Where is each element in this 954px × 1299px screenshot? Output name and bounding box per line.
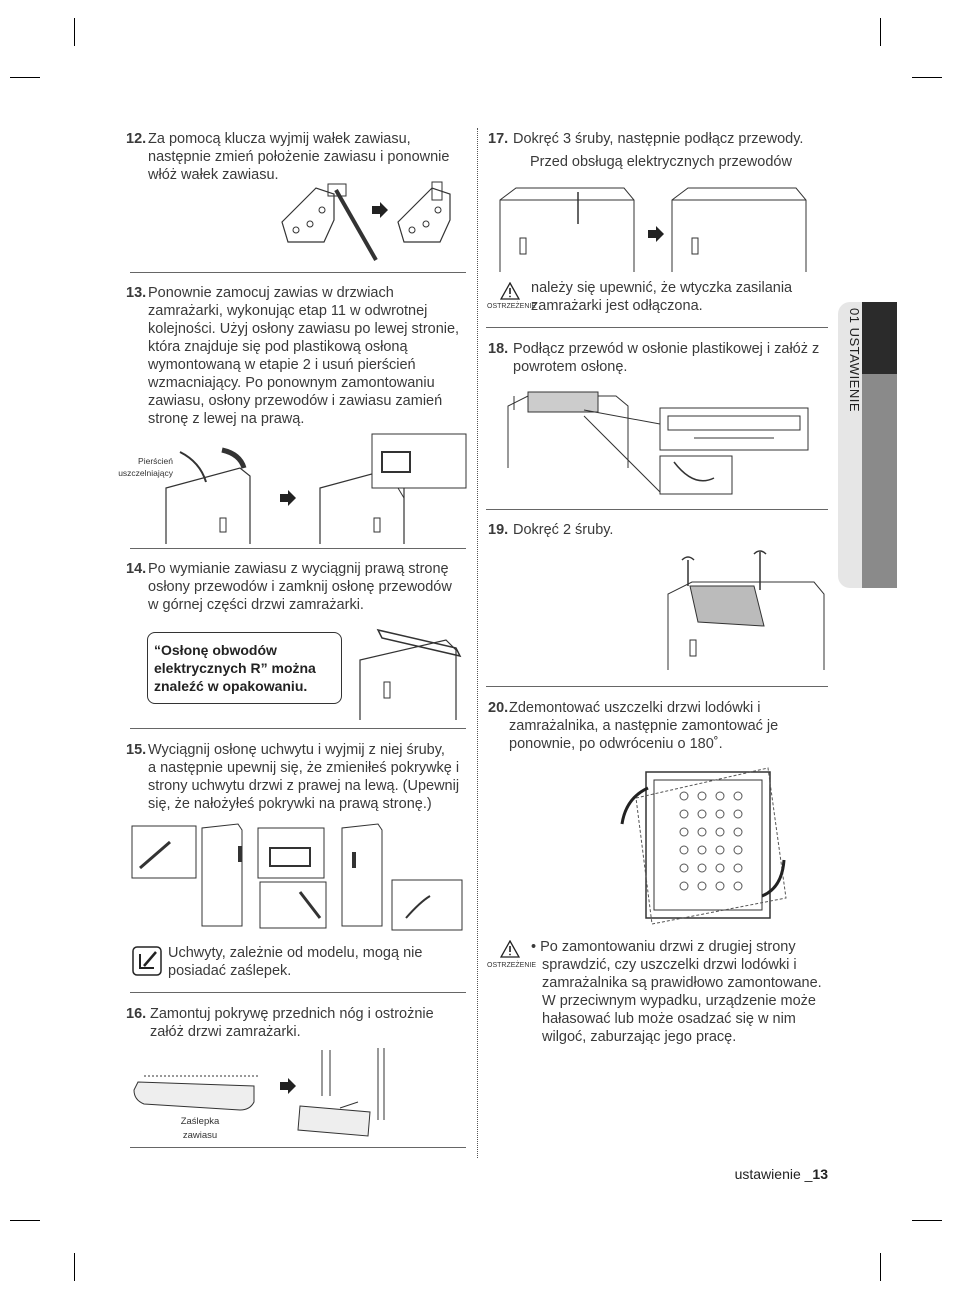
side-tab-label: 01 USTAWIENIE: [847, 308, 862, 413]
crop-mark: [880, 18, 881, 46]
separator: [130, 272, 466, 273]
step-17-caution: należy się upewnić, że wtyczka zasilania zamrażarki jest odłączona.: [531, 280, 793, 314]
separator: [130, 548, 466, 549]
separator: [486, 509, 828, 510]
step-16-text: Zamontuj pokrywę przednich nóg i ostrożnie załóż drzwi zamrażarki.: [150, 1006, 434, 1040]
step-20-text: Zdemontować uszczelki drzwi lodówki i zamrażalnika, a następnie zamontować je ponownie, po odwróceniu o 180˚.: [509, 700, 779, 752]
page-footer: [700, 1166, 828, 1182]
step-14-illustration: [356, 620, 468, 720]
caution-icon: [500, 940, 520, 958]
step-18-illustration: [504, 388, 810, 498]
step-19-number: 19.: [488, 522, 509, 538]
step-16-number: 16.: [126, 1006, 147, 1022]
step-12-text: Za pomocą klucza wyjmij wałek zawiasu, następnie zmień położenie zawiasu i ponownie włóż wałek zawiasu.: [148, 131, 450, 183]
step-14-text: Po wymianie zawiasu z wyciągnij prawą stronę osłony przewodów i zamknij osłonę przewodów w górnej części drzwi zamrażarki.: [148, 561, 452, 613]
crop-mark: [912, 1220, 942, 1221]
step-13-number: 13.: [126, 285, 147, 301]
caution-label: OSTRZEŻENIE: [487, 962, 537, 969]
side-tab-dark: [862, 302, 897, 374]
note-icon: [132, 946, 162, 976]
crop-mark: [74, 1253, 75, 1281]
step-13-illustration: [160, 432, 470, 544]
step-15-illustration: [130, 822, 466, 932]
step-20-illustration: [618, 764, 790, 928]
separator: [130, 728, 466, 729]
step-14-callout: “Osłonę obwodów elektrycznych R” można znaleźć w opakowaniu.: [147, 632, 342, 704]
step-18-text: Podłącz przewód w osłonie plastikowej i załóż z powrotem osłonę.: [513, 341, 820, 375]
separator: [486, 327, 828, 328]
crop-mark: [880, 1253, 881, 1281]
step-16-label: Zaślepka zawiasu: [180, 1116, 220, 1141]
step-20-number: 20.: [488, 700, 509, 716]
crop-mark: [10, 1220, 40, 1221]
step-12-illustration: [276, 180, 466, 265]
step-14-number: 14.: [126, 561, 147, 577]
page-number: 13: [812, 1166, 828, 1182]
step-15-number: 15.: [126, 742, 147, 758]
side-tab-grey: [862, 374, 897, 588]
crop-mark: [74, 18, 75, 46]
step-17-text: Dokręć 3 śruby, następnie podłącz przewody.: [513, 131, 804, 147]
step-20-caution: • Po zamontowaniu drzwi z drugiej strony sprawdzić, czy uszczelki drzwi lodówki i zamrażalnika są prawidłowo zamontowane. W przeciwnym wypadku, urządzenie może hałasować lub może osadzać się w nim wilgoć, zaburzając jego pracę.: [531, 939, 822, 1045]
separator: [130, 992, 466, 993]
step-15-text: Wyciągnij osłonę uchwytu i wyjmij z niej śruby, a następnie upewnij się, że zmieniłeś pokrywkę i strony uchwytu drzwi z prawej na lewą. (Upewnij się, że nałożyłeś pokrywki na prawą stronę.): [148, 742, 460, 812]
caution-icon: [500, 282, 520, 300]
crop-mark: [10, 77, 40, 78]
step-19-illustration: [664, 546, 828, 672]
step-17-number: 17.: [488, 131, 509, 147]
column-divider: [477, 128, 478, 1158]
caution-label: OSTRZEŻENIE: [487, 303, 537, 310]
step-12-number: 12.: [126, 131, 147, 147]
crop-mark: [912, 77, 942, 78]
step-15-note: Uchwyty, zależnie od modelu, mogą nie posiadać zaślepek.: [168, 945, 423, 979]
step-18-number: 18.: [488, 341, 509, 357]
step-17-illustration: [496, 176, 808, 272]
separator: [130, 1147, 466, 1148]
step-13-text: Ponownie zamocuj zawias w drzwiach zamrażarki, wykonując etap 11 w odwrotnej kolejności. Użyj osłony zawiasu po lewej stronie, która znajduje się pod plastikową osłoną wymontowaną w etapie 2 i usuń pierścień wzmacniający. Po ponownym zamontowaniu zawiasu, osłony przewodów i zawiasu zamień stronę z lewej na prawą.: [148, 285, 460, 427]
step-19-text: Dokręć 2 śruby.: [513, 522, 614, 538]
separator: [486, 686, 828, 687]
step-13-label: Pierścień uszczelniający: [118, 456, 173, 478]
footer-text: ustawienie _: [734, 1166, 813, 1182]
step-17-warning-intro: Przed obsługą elektrycznych przewodów: [530, 154, 792, 170]
